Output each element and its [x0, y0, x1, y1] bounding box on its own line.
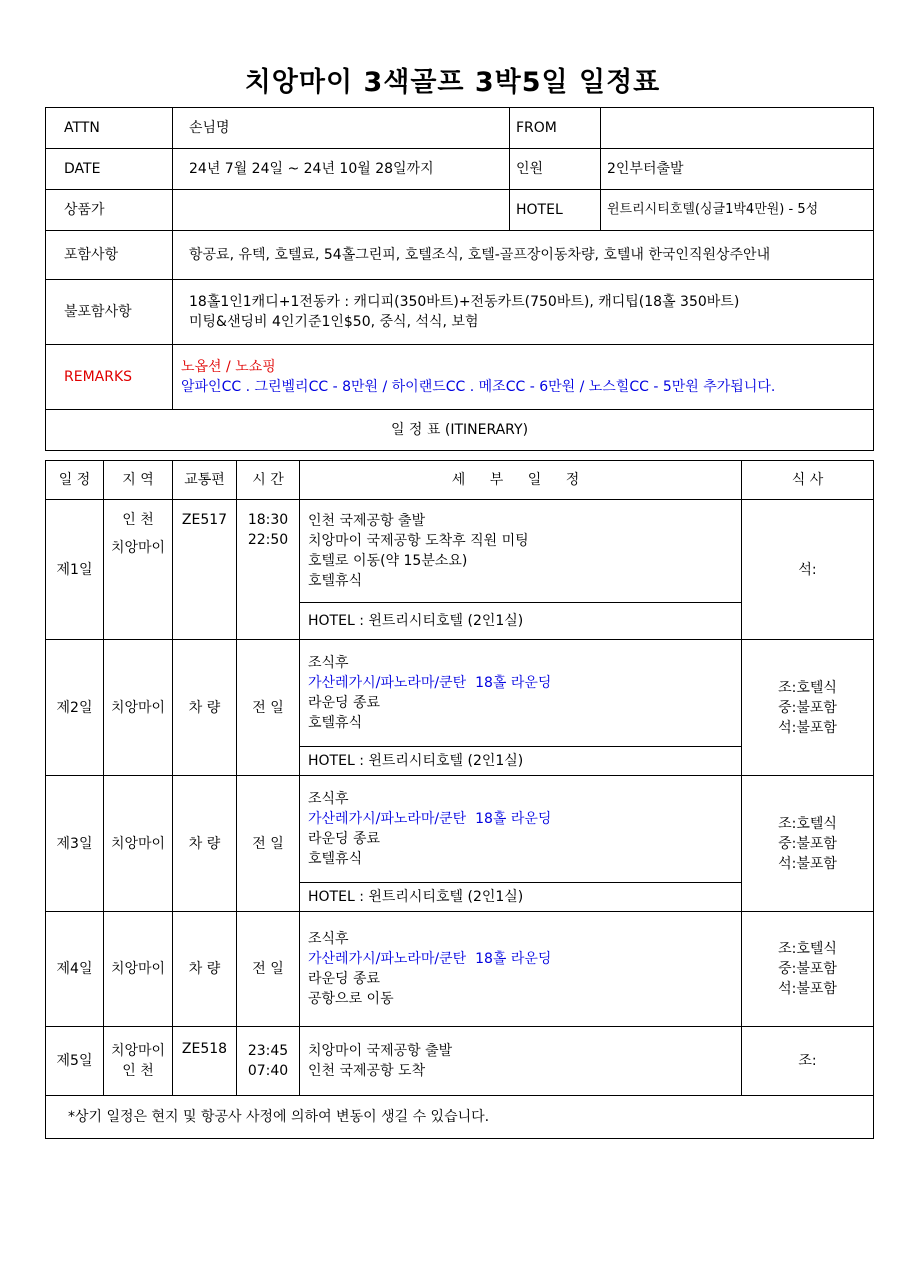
day-label: 제2일 — [46, 640, 104, 776]
detail-line: 라운딩 종료 — [308, 831, 381, 847]
header-region: 지 역 — [104, 461, 173, 500]
detail-line: 라운딩 종료 — [308, 971, 381, 987]
itinerary-table — [45, 460, 874, 1139]
day-region: 치앙마이 — [104, 912, 173, 1027]
exclude-line: 18홀1인1캐디+1전동카 : 캐디피(350바트)+전동카트(750바트), 캐디팁(18홀 350바트) — [189, 294, 740, 310]
meal-line: 중:불포함 — [778, 961, 837, 977]
header-detail: 세 부 일 정 — [300, 461, 742, 500]
attn-value: 손님명 — [173, 108, 510, 149]
day-detail — [300, 912, 742, 1027]
price-label: 상품가 — [46, 190, 173, 231]
day-label: 제5일 — [46, 1027, 104, 1096]
header-transport: 교통편 — [173, 461, 237, 500]
region-line: 치앙마이 — [110, 540, 166, 556]
detail-line: 호텔휴식 — [308, 851, 363, 867]
meal-line: 조:호텔식 — [778, 815, 837, 832]
include-value: 항공료, 유텍, 호텔료, 54홀그린피, 호텔조식, 호텔-골프장이동차량, 호텔내 한국인직원상주안내 — [173, 231, 874, 280]
detail-line: 조식후 — [308, 791, 349, 807]
from-label: FROM — [510, 108, 601, 149]
time-line: 18:30 — [247, 512, 289, 528]
date-label: DATE — [46, 149, 173, 190]
detail-line: 호텔휴식 — [308, 573, 363, 589]
day-meal: 조: — [742, 1027, 874, 1096]
meal-line: 석:불포함 — [778, 719, 837, 736]
day-meal — [742, 912, 874, 1027]
meal-line: 석:불포함 — [778, 855, 837, 872]
day-meal: 석: — [742, 500, 874, 640]
detail-line: 호텔휴식 — [308, 715, 363, 731]
day-transport: 차 량 — [173, 912, 237, 1027]
region-line: 인 천 — [122, 512, 154, 528]
time-line: 22:50 — [247, 532, 289, 548]
day-detail — [300, 640, 742, 747]
day-detail — [300, 500, 742, 603]
day-transport: 차 량 — [173, 640, 237, 776]
day-hotel: HOTEL : 윈트리시티호텔 (2인1실) — [300, 747, 742, 776]
hotel-value: 윈트리시티호텔(싱글1박4만원) - 5성 — [601, 190, 874, 231]
meal-line: 조:호텔식 — [778, 941, 837, 957]
remarks-label: REMARKS — [46, 345, 173, 410]
day-time: 전 일 — [237, 776, 300, 912]
day-hotel: HOTEL : 윈트리시티호텔 (2인1실) — [300, 883, 742, 912]
time-line: 23:45 — [247, 1043, 289, 1059]
detail-line: 가산레가시/파노라마/쿤탄 18홀 라운딩 — [308, 951, 552, 967]
exclude-label: 불포함사항 — [46, 280, 173, 345]
day-time — [237, 500, 300, 640]
remarks-line: 알파인CC . 그린벨리CC - 8만원 / 하이랜드CC . 메조CC - 6만원 / 노스힐CC - 5만원 추가됩니다. — [181, 379, 776, 395]
footnote: *상기 일정은 현지 및 항공사 사정에 의하여 변동이 생길 수 있습니다. — [46, 1096, 874, 1139]
detail-line: 라운딩 종료 — [308, 695, 381, 711]
region-line: 인 천 — [122, 1063, 154, 1079]
page-title: 치앙마이 3색골프 3박5일 일정표 — [244, 67, 661, 98]
detail-line: 치앙마이 국제공항 출발 — [308, 1043, 453, 1059]
meal-line: 중:불포함 — [778, 835, 837, 852]
day-time: 전 일 — [237, 912, 300, 1027]
day-time: 전 일 — [237, 640, 300, 776]
include-label: 포함사항 — [46, 231, 173, 280]
day-detail — [300, 776, 742, 883]
day-meal — [742, 776, 874, 912]
remarks-line: 노옵션 / 노쇼핑 — [181, 359, 276, 375]
day-hotel: HOTEL : 윈트리시티호텔 (2인1실) — [300, 603, 742, 640]
header-day: 일 정 — [46, 461, 104, 500]
from-value — [601, 108, 874, 149]
exclude-value — [173, 280, 874, 345]
day-transport: 차 량 — [173, 776, 237, 912]
people-label: 인원 — [510, 149, 601, 190]
day-label: 제1일 — [46, 500, 104, 640]
exclude-line: 미팅&샌딩비 4인기준1인$50, 중식, 석식, 보험 — [189, 314, 479, 330]
detail-line: 가산레가시/파노라마/쿤탄 18홀 라운딩 — [308, 675, 552, 691]
detail-line: 가산레가시/파노라마/쿤탄 18홀 라운딩 — [308, 811, 552, 827]
price-value — [173, 190, 510, 231]
time-line: 07:40 — [247, 1063, 289, 1079]
header-time: 시 간 — [237, 461, 300, 500]
detail-line: 치앙마이 국제공항 도착후 직원 미팅 — [308, 533, 529, 549]
day-region — [104, 500, 173, 640]
day-region: 치앙마이 — [104, 640, 173, 776]
detail-line: 호텔로 이동(약 15분소요) — [308, 553, 468, 569]
day-transport: ZE518 — [173, 1027, 237, 1096]
day-time — [237, 1027, 300, 1096]
day-meal — [742, 640, 874, 776]
day-region — [104, 1027, 173, 1096]
people-value: 2인부터출발 — [601, 149, 874, 190]
detail-line: 공항으로 이동 — [308, 991, 394, 1007]
day-region: 치앙마이 — [104, 776, 173, 912]
detail-line: 조식후 — [308, 655, 349, 671]
meal-line: 조:호텔식 — [778, 679, 837, 696]
detail-line: 인천 국제공항 출발 — [308, 513, 426, 529]
day-transport: ZE517 — [173, 500, 237, 640]
date-value: 24년 7월 24일 ~ 24년 10월 28일까지 — [173, 149, 510, 190]
detail-line: 조식후 — [308, 931, 349, 947]
day-label: 제4일 — [46, 912, 104, 1027]
header-meal: 식 사 — [742, 461, 874, 500]
attn-label: ATTN — [46, 108, 173, 149]
meal-line: 중:불포함 — [778, 699, 837, 716]
remarks-value — [173, 345, 874, 410]
region-line: 치앙마이 — [110, 1043, 166, 1059]
info-table — [45, 107, 874, 451]
day-detail — [300, 1027, 742, 1096]
hotel-label: HOTEL — [510, 190, 601, 231]
detail-line: 인천 국제공항 도착 — [308, 1063, 426, 1079]
itinerary-title: 일 정 표 (ITINERARY) — [46, 410, 874, 451]
day-label: 제3일 — [46, 776, 104, 912]
meal-line: 석:불포함 — [778, 981, 837, 997]
